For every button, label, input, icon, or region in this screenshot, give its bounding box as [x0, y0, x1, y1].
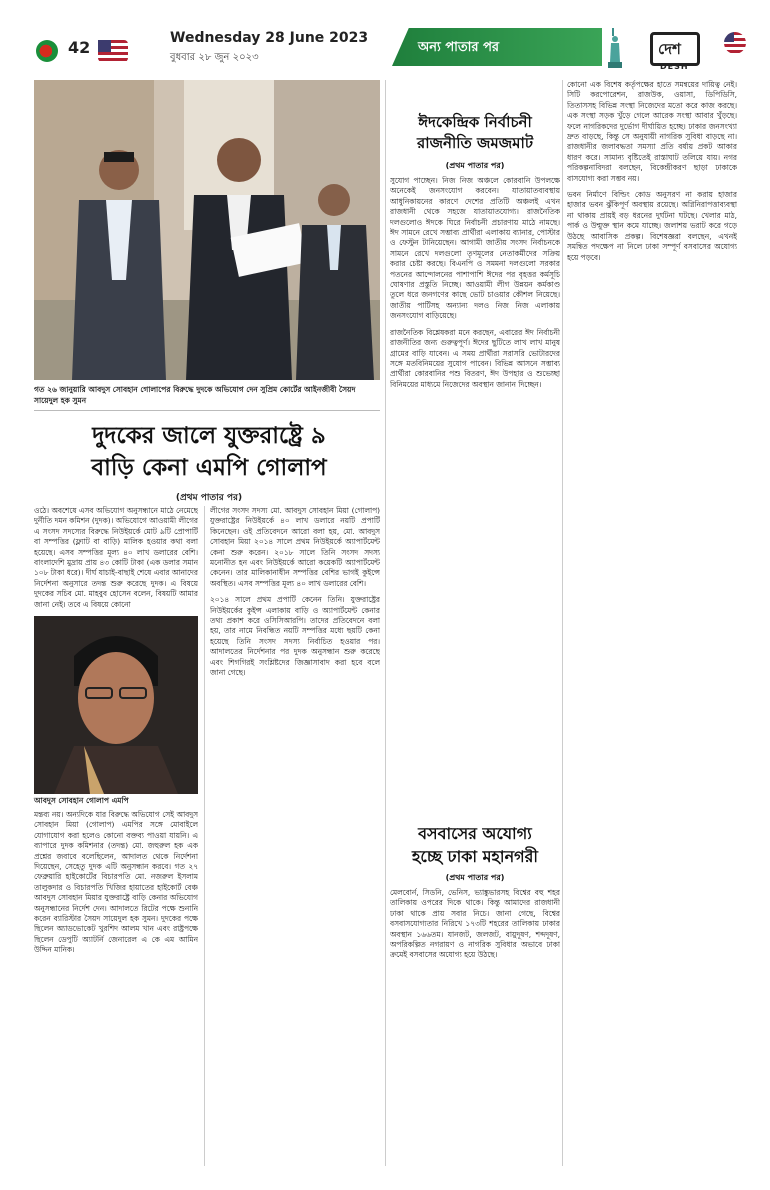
story1-column2-bottom: ২০১৪ সালে প্রথম প্রপার্টি কেনেন তিনি। যুক্তরাষ্ট্রের নিউইয়র্কের কুইন্স এলাকায় বাড়ি ও অ্যাপার্টমেন্ট কেনার তথ্য প্রকাশ করে ওসিসিআরপি। তাদের প্রতিবেদনে বলা হয়, তার নামে নিবন্ধিত নয়টি সম্পত্তির মধ্যে ছয়টি কেনা হয়েছে তিনি সংসদ সদস্য নির্বাচিত হওয়ার পর। আদালতের নির্দেশনার পর দুদক অনুসন্ধান শুরু করেছে এবং শিগগিরই সংশ্লিষ্টদের জিজ্ঞাসাবাদ করা হবে বলে জানা গেছে। — [210, 595, 380, 678]
date-english: Wednesday 28 June 2023 — [170, 30, 369, 46]
story2-headline-line2: রাজনীতি জমজমাট — [416, 134, 534, 152]
column-rule — [562, 80, 563, 1166]
story1-column1-top: ওঠে। অবশেষে এসব অভিযোগ অনুসন্ধানে মাঠে নেমেছে দুর্নীতি দমন কমিশন (দুদক)। অভিযোগে আওয়ামী লীগের এ সংসদ সদস্যের বিরুদ্ধে নিউইয়র্কে মোট ৯টি প্রোপার্টি বা সম্পত্তির (ফ্ল্যাট বা বাড়ি) মালিক হওয়ার কথা বলা হয়েছে। এসব সম্পত্তির মূল্য ৪০ লাখ ডলারের বেশি। বাংলাদেশি মুদ্রায় প্রায় ৪৩ কোটি টাকা (এক ডলার সমান ১০৮ টাকা ধরে)। দীর্ঘ যাচাই-বাছাই শেষে এবার আনাদের নির্দেশনা অনুসারে তদন্ত শুরু করেছে দুদক। এ বিষয়ে দুদকের সচিব মো. মাহবুব হোসেন বলেন, বিষয়টি আমার জানা নেই। তবে এ বিষয়ে কোনো — [34, 506, 198, 609]
story1-column1-bottom: মন্তব্য নয়। অন্যদিকে যার বিরুদ্ধে অভিযোগ সেই আবদুস সোবহান মিয়া (গোলাপ) এমপির সঙ্গে মোবাইলে যোগাযোগ করা হলেও কোনো বক্তব্য পাওয়া যায়নি। এ ব্যাপারে দুদক কমিশনার (তদন্ত) মো. জহুরুল হক এক প্রশ্নের জবাবে বলেছিলেন, আদালত থেকে নির্দেশনা দিয়েছেন, সেহেতু দুদক এটি অনুসন্ধান করবে। গত ২৭ ফেব্রুয়ারি হাইকোর্টের বিচারপতি মো. নজরুল ইসলাম তালুকদার ও বিচারপতি খিজির হায়াতের হাইকোর্ট বেঞ্চ আবদুস সোবহান মিয়ার যুক্তরাষ্ট্রে বাড়ি কেনার অভিযোগ অনুসন্ধানের নির্দেশ দেন। আদালতে রিটের পক্ষে শুনানি করেন ব্যারিস্টার সৈয়দ সায়েদুল হক সুমন। দুদকের পক্ষে ছিলেন অ্যাডভোকেট খুরশিদ আলম খান এবং রাষ্ট্রপক্ষে ছিলেন ডেপুটি অ্যাটর্নি জেনারেল এ কে এম আমিন উদ্দিন মানিক। — [34, 810, 198, 955]
story3-headline-line2: হচ্ছে ঢাকা মহানগরী — [412, 847, 538, 866]
story1-photo — [34, 80, 380, 380]
statue-of-liberty-icon — [605, 26, 625, 70]
story2-continued-from: (প্রথম পাতার পর) — [445, 161, 505, 170]
desh-logo — [650, 32, 720, 71]
story3-column: মেলবোর্ন, সিডনি, ভেনিস, ভ্যাঙ্কুভারসহ বিশ্বের বহু শহর তালিকায় ওপরের দিকে থাকে। কিন্তু আমাদের রাজধানী ঢাকা থাকে প্রায় সবার নিচে। জানা গেছে, বিশ্বের বসবাসযোগ্যতার নিরিখে ১৭৩টি শহরের তালিকায় ঢাকার অবস্থান ১৬৬তম। যানজট, জলজট, বায়ুদূষণ, শব্দদূষণ, অপরিকল্পিত নগরায়ণ ও নাগরিক সুবিধার অভাবে ঢাকা ক্রমেই বসবাসের অযোগ্য হয়ে উঠছে। — [390, 888, 560, 960]
column-rule — [385, 80, 386, 1166]
story2-column-top — [390, 80, 560, 106]
story4-body: কোনো এক বিশেষ কর্তৃপক্ষের হাতে সমন্বয়ের দায়িত্ব নেই। সিটি করপোরেশন, রাজউক, ওয়াসা, ডিপিডিসি, তিতাসসহ বিভিন্ন সংস্থা নিজেদের মতো করে কাজ করছে। এক সংস্থা সড়ক খুঁড়ে গেলে আরেক সংস্থা আবার খুঁড়ছে। ফলে নাগরিকদের দুর্ভোগ দীর্ঘায়িত হচ্ছে। ঢাকার জনসংখ্যা দ্রুত বাড়ছে, কিন্তু সে অনুযায়ী নাগরিক সুবিধা বাড়ছে না। রাজধানীর জলাবদ্ধতা সমস্যা প্রতি বর্ষায় প্রকট আকার ধারণ করে। সামান্য বৃষ্টিতেই রাস্তাঘাট তলিয়ে যায়। নগর পরিকল্পনাবিদরা বলছেন, বিকেন্দ্রীকরণ ছাড়া ঢাকাকে বাসযোগ্য করা সম্ভব নয়। — [567, 80, 737, 183]
logo-subtext: DESH — [660, 62, 689, 71]
story2-column — [390, 176, 560, 814]
story1-column2-top: লীগের সংসদ সদস্য মো. আবদুস সোবহান মিয়া (গোলাপ) যুক্তরাষ্ট্রের নিউইয়র্কে ৪০ লাখ ডলারে নয়টি প্রপার্টি কিনেছেন। ওই প্রতিবেদনে আরো বলা হয়, মো. আবদুস সোবহান মিয়া ২০১৪ সালে প্রথম নিউইয়র্কে অ্যাপার্টমেন্ট কেনা শুরু করেন। ২০১৮ সালে তিনি সংসদ সদস্য মনোনীত হন এবং নিউইয়র্কে আরো কয়েকটি অ্যাপার্টমেন্ট কেনেন। তার মালিকানাধীন সম্পত্তির বেশির ভাগই কুইন্সে অবস্থিত। এসব সম্পত্তির মূল্য ৪০ লাখ ডলারের বেশি। — [210, 506, 380, 588]
story3-headline-line1: বসবাসের অযোগ্য — [418, 824, 532, 843]
caption-divider — [34, 410, 380, 411]
story3-continued-from: (প্রথম পাতার পর) — [445, 873, 505, 882]
story1-photo-caption: গত ২৬ জানুয়ারি আবদুস সোবহান গোলাপের বিরুদ্ধে দুদকে অভিযোগ দেন সুপ্রিম কোর্টের আইনজীবী সৈয়দ সায়েদুল হক সুমন — [34, 385, 356, 405]
us-flag-icon — [98, 40, 128, 62]
page-number-block — [30, 38, 140, 68]
section-label: অন্য পাতার পর — [418, 40, 500, 55]
page-number: 42 — [68, 38, 91, 57]
bangladesh-flag-icon — [36, 40, 58, 62]
story4-column — [567, 80, 737, 1166]
column-rule — [204, 506, 205, 1166]
story2-body: সুযোগ পাচ্ছেন। নিজ নিজ অঞ্চলে কোরবানি উপলক্ষে অনেকেই জনসংযোগ করবেন। যাতায়াতব্যবস্থায় আধুনিকায়নের কারণে দেশের প্রতিটি অঞ্চলই এখন রাজধানী থেকে সহজে যাতায়াতযোগ্য। রাজনৈতিক দলগুলোও ঈদকে ঘিরে নির্বাচনী প্রচারণায় মাঠে নামছে। ঈদ সামনে রেখে সম্ভাব্য প্রার্থীরা এলাকায় ব্যানার, পোস্টার ও ফেস্টুন টানিয়েছেন। আগামী জাতীয় সংসদ নির্বাচনকে সামনে রেখে দলগুলো তৃণমূলের নেতাকর্মীদের সক্রিয় করার চেষ্টা করছে। বিএনপি ও সমমনা দলগুলো সরকার পতনের আন্দোলনের পাশাপাশি ঈদের পর বৃহত্তর কর্মসূচি ঘোষণার প্রস্তুতি নিচ্ছে। আওয়ামী লীগ উন্নয়ন কর্মকাণ্ড তুলে ধরে জনগণের কাছে ভোট চাওয়ার কৌশল নিয়েছে। জাতীয় পার্টিসহ অন্যান্য দলও নিজ নিজ এলাকায় জনসংযোগ বাড়িয়েছে। — [390, 176, 560, 321]
page-header — [0, 28, 770, 80]
story1-column2 — [210, 506, 380, 1166]
story2-headline-line1: ঈদকেন্দ্রিক নির্বাচনী — [418, 113, 532, 131]
story3-headline — [390, 822, 560, 868]
story1-continued-from: (প্রথম পাতার পর) — [175, 493, 243, 503]
logo-mark: দেশ — [658, 40, 681, 58]
golap-portrait-caption: আবদুস সোবহান গোলাপ এমপি — [34, 796, 129, 805]
story1-headline-line2: বাড়ি কেনা এমপি গোলাপ — [91, 455, 327, 481]
date-bengali: বুধবার ২৮ জুন ২০২৩ — [170, 52, 259, 63]
us-flag-round-icon — [724, 32, 746, 54]
golap-portrait-photo — [34, 616, 198, 794]
story2-headline — [390, 112, 560, 154]
story1-headline — [40, 420, 378, 484]
story2-body-more: রাজনৈতিক বিশ্লেষকরা মনে করছেন, এবারের ঈদ নির্বাচনী রাজনীতির জন্য গুরুত্বপূর্ণ। ঈদের ছুটিতে লাখ লাখ মানুষ গ্রামের বাড়ি যাবেন। এ সময় প্রার্থীরা সরাসরি ভোটারদের সঙ্গে মতবিনিময়ের সুযোগ পাবেন। বিভিন্ন আসনে সম্ভাব্য প্রার্থীরা কোরবানির পশু বিতরণ, ঈদ উপহার ও শুভেচ্ছা বিনিময়ের মাধ্যমে নিজেদের অবস্থান জানান দিচ্ছেন। — [390, 327, 560, 389]
portrait-illustration — [34, 616, 198, 794]
story1-headline-line1: দুদকের জালে যুক্তরাষ্ট্রে ৯ — [92, 423, 326, 449]
three-men-walking-illustration — [34, 80, 380, 380]
story4-body-more: ভবন নির্মাণে বিল্ডিং কোড অনুসরণ না করায় হাজার হাজার ভবন ঝুঁকিপূর্ণ অবস্থায় রয়েছে। অগ্নিনিরাপত্তাব্যবস্থা না থাকায় প্রায়ই বড় ধরনের দুর্ঘটনা ঘটছে। খেলার মাঠ, পার্ক ও উন্মুক্ত স্থান কমে যাচ্ছে। জলাশয় ভরাট করে গড়ে উঠছে আবাসিক প্রকল্প। বিশেষজ্ঞরা বলছেন, এখনই সমন্বিত পদক্ষেপ না নিলে ঢাকা সম্পূর্ণ বসবাসের অযোগ্য হয়ে পড়বে। — [567, 190, 737, 262]
